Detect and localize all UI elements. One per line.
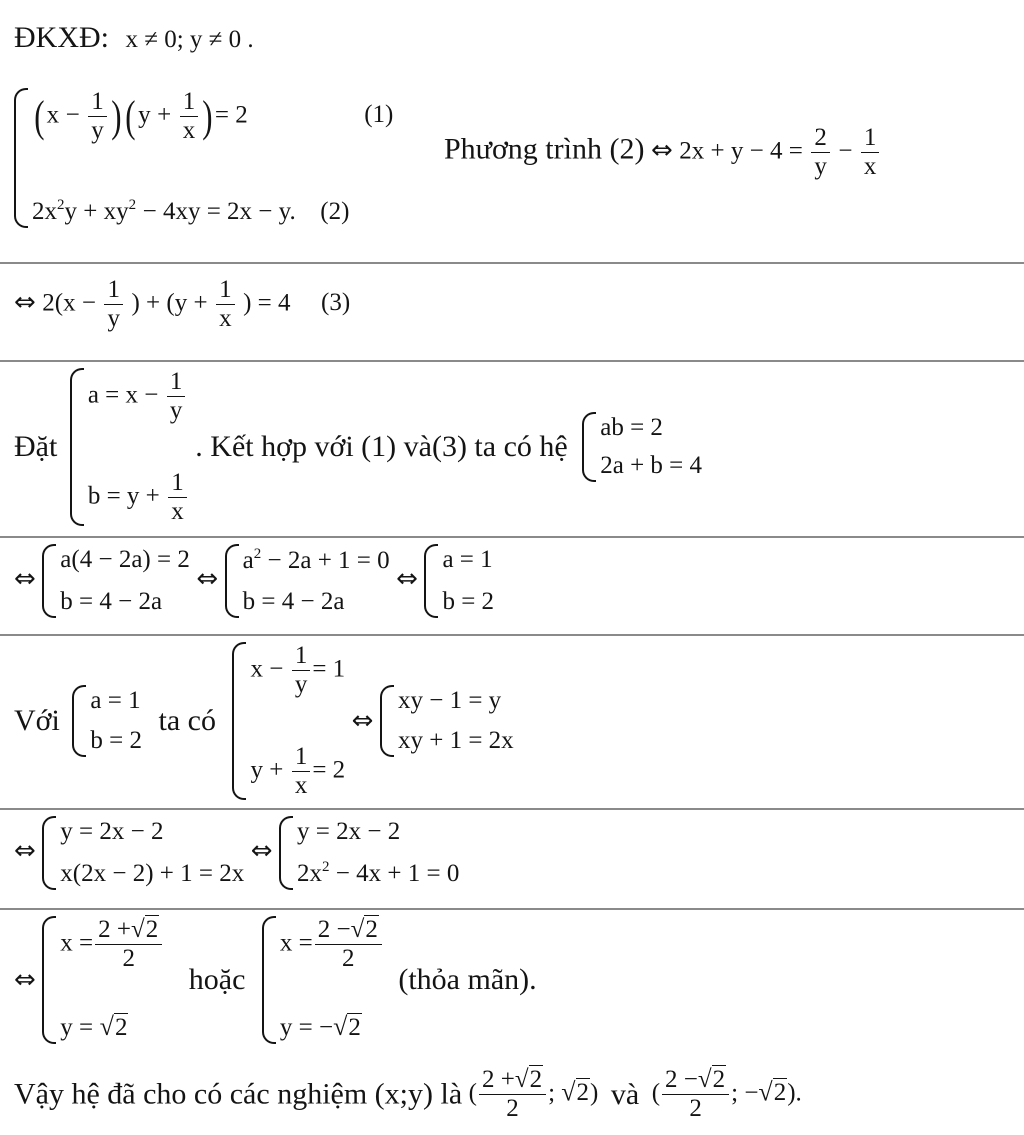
iff-icon: ⇔: [250, 835, 273, 866]
solve-ab: ⇔ a(4 − 2a) = 2 b = 4 − 2a ⇔ $a^2 - 2a + 1 = 0$ b = 4 − 2a ⇔ a = 1 b = 2: [14, 544, 494, 618]
condition-line: [14, 20, 254, 56]
condition-text: x ≠ 0; y ≠ 0 .: [125, 26, 254, 53]
iff-icon: ⇔: [14, 287, 36, 318]
brace-icon: [279, 816, 293, 890]
iff-icon: ⇔: [650, 135, 673, 166]
substitute-block: ⇔ y = 2x − 2 x(2x − 2) + 1 = 2x ⇔ y = 2x − 2 $2x^2 - 4x + 1 = 0$: [14, 816, 459, 890]
iff-icon: ⇔: [196, 563, 219, 594]
brace-icon: [582, 412, 596, 482]
brace-icon: [42, 916, 56, 1044]
voi-block: Với a = 1 b = 2 ta có x − $\frac{1}{y}$ = 1 y + $\frac{1}{x}$ = 2 ⇔ xy − 1 = y xy + 1 = 2x: [14, 642, 514, 799]
brace-icon: [14, 88, 28, 228]
equation-2-rewrite: Phương trình (2) ⇔ 2x + y − 4 = $\frac{2}{y}$ − $\frac{1}{x}$: [444, 124, 881, 181]
equation-1: (x − $\frac{1}{y}$ )(y + $\frac{1}{x}$ )= 2 (1): [34, 88, 394, 144]
brace-icon: [225, 544, 239, 618]
combine-text: . Kết hợp với (1) và(3) ta có hệ: [195, 430, 568, 463]
divider: [0, 360, 1024, 362]
taco-text: ta có: [158, 704, 216, 737]
iff-icon: ⇔: [14, 835, 36, 866]
ab-system: ab = 2 2a + b = 4: [582, 412, 702, 482]
equation-2: $2x^2y + xy^2 - 4xy = 2x - y$. (2): [32, 197, 350, 225]
divider: [0, 908, 1024, 910]
substitution-system: a = x − $\frac{1}{y}$ b = y + $\frac{1}{x}$: [70, 368, 189, 526]
thoa-man-text: (thỏa mãn).: [398, 963, 537, 996]
condition-label: ĐKXĐ:: [14, 21, 109, 54]
brace-icon: [262, 916, 276, 1044]
divider: [0, 634, 1024, 636]
brace-icon: [42, 816, 56, 890]
system-1: [14, 88, 393, 228]
divider: [0, 262, 1024, 264]
iff-icon: ⇔: [396, 563, 418, 594]
conclusion: Vậy hệ đã cho có các nghiệm (x;y) là ( $\frac{2 +√2}{2}$ ; √2) và ( $\frac{2 -√2}{2}$ ; −√2).: [14, 1066, 802, 1122]
conclusion-text: Vậy hệ đã cho có các nghiệm (x;y) là: [14, 1077, 463, 1111]
iff-icon: ⇔: [14, 965, 36, 995]
equation-3: ⇔ 2(x − $\frac{1}{y}$ ) + (y + $\frac{1}{x}$ ) = 4 (3): [14, 276, 351, 332]
result-block: ⇔ x = $\frac{2 +√2}{2}$ y = √2 hoặc x = $\frac{2 -√2}{2}$ y = −√2 (thỏa mãn).: [14, 916, 537, 1044]
iff-icon: ⇔: [351, 706, 374, 736]
pt-label: Phương trình (2): [444, 132, 645, 166]
iff-icon: ⇔: [14, 563, 36, 594]
substitution-block: [14, 368, 702, 526]
divider: [0, 536, 1024, 538]
dat-label: Đặt: [14, 430, 58, 463]
brace-icon: [42, 544, 56, 618]
brace-icon: [232, 642, 246, 800]
voi-label: Với: [14, 704, 60, 737]
brace-icon: [380, 685, 394, 757]
divider: [0, 808, 1024, 810]
system-block: [14, 88, 393, 228]
brace-icon: [72, 685, 86, 757]
hoac-text: hoặc: [188, 963, 246, 996]
brace-icon: [424, 544, 438, 618]
brace-icon: [70, 368, 84, 526]
